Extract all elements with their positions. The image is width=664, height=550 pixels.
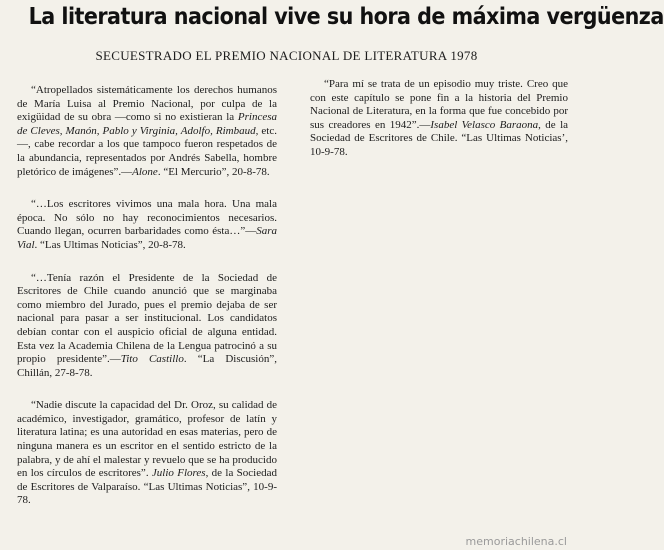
quote-tito-castillo [17,272,277,381]
quote-isabel-velasco [310,78,568,160]
quote-text: “Para mí se trata de un episodio muy triste. Creo que con este capítulo se pone fin a la historia del Premio Nacional de Literatura, en la forma que fue concebido por sus creadores en 1942”.— [310,78,568,131]
quote-source: . “La Discusión”, Chillán, 27-8-78. [17,353,277,379]
quote-text: “…Los escritores vivimos una mala hora. Una mala época. No sólo no hay reconocimientos necesarios. Cuando llegan, ocurren barbaridades como ésta…”— [17,198,277,238]
headline: La literatura nacional vive su hora de máxima vergüenza [28,4,664,30]
quote-source: , de la Sociedad de Escritores de Valparaíso. “Las Ultimas Noticias”, 10-9-78. [17,467,277,507]
quote-text-continued: etc.—, cabe recordar a los que tampoco fueron respetados de la abundancia, representados por Andrés Sabella, hombre pletórico de imágenes”.— [17,124,277,178]
quote-source: . “El Mercurio”, 20-8-78. [157,165,270,178]
quote-author: Julio Flores [151,467,206,480]
cited-works: Princesa de Cleves, Manón, Pablo y Virginia, Adolfo, Rimbaud, [17,111,277,137]
quote-sara-vial [17,198,277,252]
left-column [17,84,277,527]
quote-author: Sara Vial [17,225,277,251]
quote-alone [17,84,277,179]
quote-text: “Atropellados sistemáticamente los derechos humanos de María Luisa al Premio Nacional, por culpa de la exigüidad de su obra —como si no existieran la [17,84,277,124]
quote-text: “…Tenía razón el Presidente de la Sociedad de Escritores de Chile cuando anunció que se marginaba como miembro del Jurado, pues el premio dejaba de ser nacional para pasar a ser institucional. Los candidatos debían contar con el auspicio oficial de alguna entidad. Esta vez la Academia Chilena de la Lengua patrocinó a su propio presidente”.— [17,271,277,366]
quote-text: “Nadie discute la capacidad del Dr. Oroz, su calidad de académico, investigador, gramático, profesor de latín y literatura latina; es una autoridad en esas materias, pero de ninguna manera es un escritor en el sentido estricto de la palabra, y de ahí el malestar y revuelo que se ha producido en los círculos de escritores”. [17,399,277,480]
quote-julio-flores [17,399,277,508]
quote-source: . “Las Ultimas Noticias”, 20-8-78. [34,238,186,251]
right-column [310,78,568,179]
quote-author: Alone [132,165,158,178]
subheadline: SECUESTRADO EL PREMIO NACIONAL DE LITERATURA 1978 [95,48,478,63]
watermark: memoriachilena.cl [465,535,567,548]
quote-author: Tito Castillo [120,353,184,366]
quote-author: Isabel Velasco Baraona [430,118,539,131]
quote-source: , de la Sociedad de Escritores de Chile. “Las Ultimas Noticias’, 10-9-78. [310,118,569,158]
